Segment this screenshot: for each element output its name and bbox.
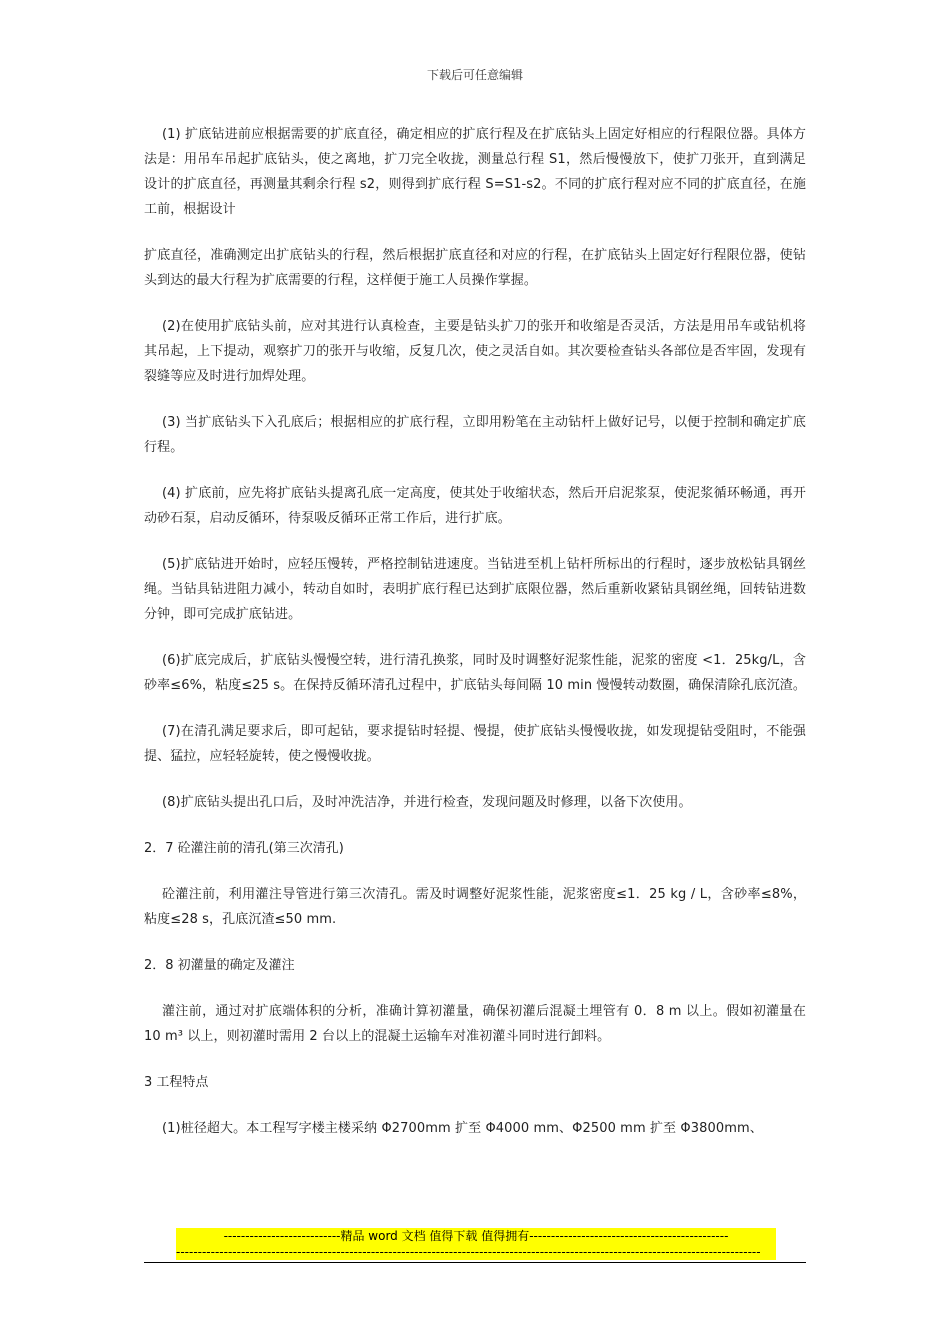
document-body bbox=[144, 122, 806, 1162]
page-header: 下载后可任意编辑 bbox=[426, 68, 523, 82]
paragraph-5: (5)扩底钻进开始时，应轻压慢转，严格控制钻进速度。当钻进至机上钻杆所标出的行程时，逐步放松钻具钢丝绳。当钻具钻进阻力减小，转动自如时，表明扩底行程已达到扩底限位器，然后重新收紧钻具钢丝绳，回转钻进数分钟，即可完成扩底钻进。 bbox=[144, 557, 806, 622]
paragraph-clean-hole: 砼灌注前，利用灌注导管进行第三次清孔。需及时调整好泥浆性能，泥浆密度≤1．25 kg / L，含砂率≤8%，粘度≤28 s，孔底沉渣≤50 mm. bbox=[144, 887, 806, 927]
section-heading-3: 3 工程特点 bbox=[144, 1075, 209, 1090]
paragraph-3: (3) 当扩底钻头下入孔底后；根据相应的扩底行程，立即用粉笔在主动钻杆上做好记号，以便于控制和确定扩底行程。 bbox=[144, 415, 806, 455]
paragraph-6: (6)扩底完成后，扩底钻头慢慢空转，进行清孔换浆，同时及时调整好泥浆性能，泥浆的密度 <1．25kg/L，含砂率≤6%，粘度≤25 s。在保持反循环清孔过程中，扩底钻头每间隔 10 min 慢慢转动数圈，确保清除孔底沉渣。 bbox=[144, 653, 807, 693]
paragraph-2: (2)在使用扩底钻头前，应对其进行认真检查，主要是钻头扩刀的张开和收缩是否灵活，方法是用吊车或钻机将其吊起，上下提动，观察扩刀的张开与收缩，反复几次，使之灵活自如。其次要检查钻头各部位是否牢固，发现有裂缝等应及时进行加焊处理。 bbox=[144, 319, 806, 384]
paragraph-1-continued: 扩底直径，准确测定出扩底钻头的行程，然后根据扩底直径和对应的行程，在扩底钻头上固定好行程限位器，使钻头到达的最大行程为扩底需要的行程，这样便于施工人员操作掌握。 bbox=[144, 248, 806, 288]
footer-banner-line-1: ---------------------------精品 word 文档 值得下载 值得拥有---------------------------------------------- bbox=[223, 1229, 729, 1243]
footer-divider bbox=[144, 1262, 806, 1263]
section-heading-2-7: 2．7 砼灌注前的清孔(第三次清孔) bbox=[144, 841, 344, 856]
paragraph-8: (8)扩底钻头提出孔口后，及时冲洗洁净，并进行检查，发现问题及时修理，以备下次使用。 bbox=[162, 795, 692, 810]
paragraph-initial-pour: 灌注前，通过对扩底端体积的分析，准确计算初灌量，确保初灌后混凝土埋管有 0．8 m 以上。假如初灌量在 10 m³ 以上，则初灌时需用 2 台以上的混凝土运输车对准初灌斗同时进行卸料。 bbox=[144, 1004, 806, 1044]
section-heading-2-8: 2．8 初灌量的确定及灌注 bbox=[144, 958, 295, 973]
paragraph-7: (7)在清孔满足要求后，即可起钻，要求提钻时轻提、慢提，使扩底钻头慢慢收拢，如发现提钻受阻时，不能强提、猛拉，应轻轻旋转，使之慢慢收拢。 bbox=[144, 724, 806, 764]
footer-banner-line-2: --------------------------------------------------------------------------------------------------------------------------------------- bbox=[176, 1245, 761, 1259]
paragraph-4: (4) 扩底前，应先将扩底钻头提离孔底一定高度，使其处于收缩状态，然后开启泥浆泵，使泥浆循环畅通，再开动砂石泵，启动反循环，待泵吸反循环正常工作后，进行扩底。 bbox=[144, 486, 806, 526]
footer-banner bbox=[176, 1228, 776, 1260]
paragraph-features-1: (1)桩径超大。本工程写字楼主楼采纳 Φ2700mm 扩至 Φ4000 mm、Φ2500 mm 扩至 Φ3800mm、 bbox=[162, 1121, 763, 1136]
paragraph-1: (1) 扩底钻进前应根据需要的扩底直径，确定相应的扩底行程及在扩底钻头上固定好相应的行程限位器。具体方法是：用吊车吊起扩底钻头，使之离地，扩刀完全收拢，测量总行程 S1，然后慢慢放下，使扩刀张开，直到满足设计的扩底直径，再测量其剩余行程 s2，则得到扩底行程 S=S1-s2。不同的扩底行程对应不同的扩底直径，在施工前，根据设计 bbox=[144, 127, 806, 217]
